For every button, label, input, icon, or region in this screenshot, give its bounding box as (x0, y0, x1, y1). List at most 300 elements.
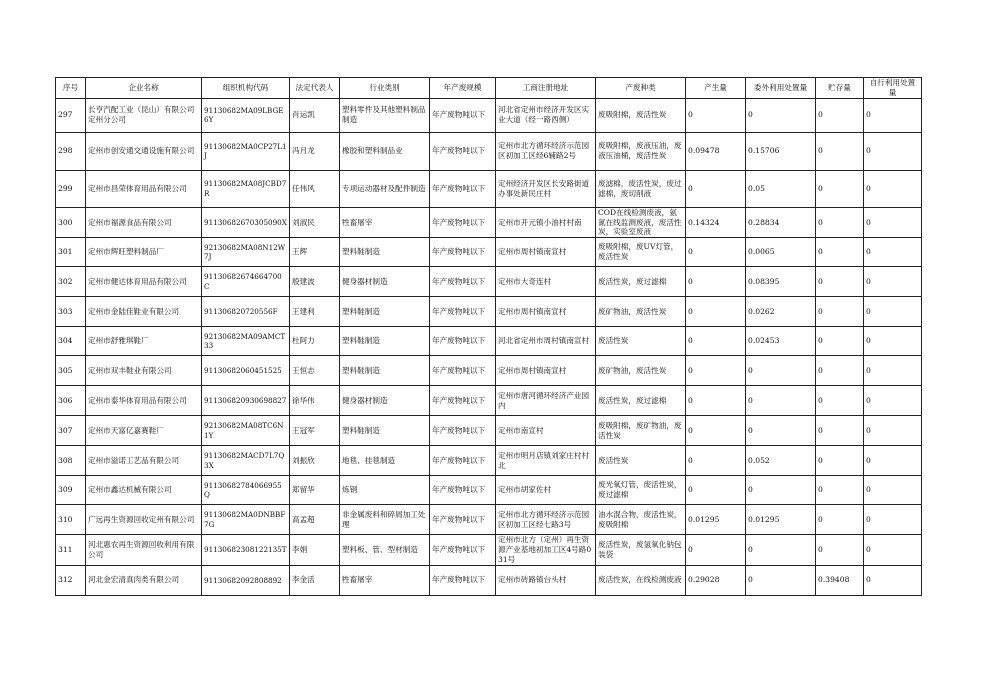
industry-cell (340, 416, 430, 446)
scale-cell-text: 年产废物吨以下 (432, 306, 486, 316)
serial-cell-text: 302 (58, 276, 73, 286)
waste-types-cell-text: 废活性炭，废氢氧化钠包装袋 (598, 540, 682, 560)
org-code-cell-text: 91130682MA08JCBD7R (204, 179, 287, 198)
outsourced-cell-text: 0 (748, 545, 753, 555)
waste-types-cell-text: 废吸附棉，废UV灯管，废活性炭 (598, 242, 679, 262)
stored-cell (816, 505, 864, 535)
produced-cell-text: 0 (688, 276, 693, 286)
legal-rep-cell (290, 386, 340, 416)
outsourced-cell (746, 170, 816, 207)
org-code-cell (202, 476, 290, 505)
self-disposed-cell (864, 327, 922, 356)
stored-cell (816, 238, 864, 267)
produced-cell (686, 327, 746, 356)
company-name-cell-text: 定州市溢诺工艺品有限公司 (88, 455, 180, 465)
scale-cell (430, 238, 496, 267)
waste-types-cell-text: 废光氧灯管，废活性炭，废过滤棉 (598, 480, 682, 500)
produced-cell (686, 386, 746, 416)
waste-types-cell-text: 废活性炭 (598, 455, 629, 465)
industry-cell-text: 塑料零件及其他塑料制品制造 (342, 105, 426, 125)
outsourced-cell-text: 0.0065 (748, 247, 775, 257)
legal-rep-cell-text: 冯月龙 (292, 146, 315, 156)
legal-rep-cell (290, 356, 340, 386)
waste-types-cell-text: 油水混合物，废活性炭，废吸附棉 (598, 509, 682, 529)
produced-cell (686, 98, 746, 132)
scale-cell (430, 386, 496, 416)
address-cell-text: 定州市周村镇南宣村 (498, 247, 567, 257)
company-name-cell (86, 267, 202, 297)
scale-cell (430, 267, 496, 297)
self-disposed-cell-text: 0 (866, 110, 871, 120)
legal-rep-cell-text: 郑留华 (292, 485, 315, 495)
serial-cell (56, 565, 86, 595)
industry-cell (340, 565, 430, 595)
serial-cell-text: 298 (58, 146, 73, 156)
col-stored-header: 贮存量 (816, 78, 864, 99)
org-code-cell-text: 91130682MA0DNBBF7G (204, 510, 286, 529)
scale-cell (430, 207, 496, 238)
table-row (56, 505, 922, 535)
serial-cell-text: 305 (58, 365, 73, 375)
stored-cell (816, 297, 864, 327)
address-cell (496, 297, 596, 327)
table-row (56, 327, 922, 356)
outsourced-cell-text: 0 (748, 110, 753, 120)
org-code-cell-text: 911306820720556F (204, 307, 278, 317)
org-code-cell-text: 91130682308122135T (204, 545, 287, 555)
stored-cell (816, 386, 864, 416)
waste-types-cell (596, 476, 686, 505)
industry-cell-text: 塑料鞋制造 (342, 247, 380, 257)
org-code-cell (202, 327, 290, 356)
produced-cell-text: 0 (688, 306, 693, 316)
self-disposed-cell-text: 0 (866, 395, 871, 405)
produced-cell (686, 565, 746, 595)
stored-cell (816, 476, 864, 505)
col-industry-header: 行业类别 (340, 78, 430, 99)
industry-cell-text: 专项运动器材及配件制造 (342, 183, 426, 193)
waste-types-cell (596, 267, 686, 297)
outsourced-cell-text: 0.28834 (748, 217, 780, 227)
org-code-cell-text: 91130682MACD7L7Q3X (204, 451, 285, 470)
scale-cell-text: 年产废物吨以下 (432, 276, 486, 286)
stored-cell-text: 0 (818, 485, 823, 495)
legal-rep-cell-text: 杜阿力 (292, 336, 315, 346)
industry-cell-text: 塑料板、管、型材制造 (342, 545, 418, 555)
org-code-cell (202, 416, 290, 446)
org-code-cell-text: 92130682MA08TC6N1Y (204, 421, 284, 440)
produced-cell (686, 505, 746, 535)
produced-cell (686, 267, 746, 297)
stored-cell (816, 132, 864, 170)
produced-cell-text: 0.09478 (688, 146, 720, 156)
serial-cell (56, 132, 86, 170)
self-disposed-cell-text: 0 (866, 425, 871, 435)
industry-cell-text: 塑料鞋制造 (342, 365, 380, 375)
serial-cell (56, 476, 86, 505)
address-cell-text: 定州市周村镇南宣村 (498, 306, 567, 316)
serial-cell-text: 299 (58, 183, 73, 193)
address-cell-text: 定州市周村镇南宣村 (498, 365, 567, 375)
industry-cell-text: 塑料鞋制造 (342, 425, 380, 435)
outsourced-cell (746, 505, 816, 535)
industry-cell (340, 386, 430, 416)
serial-cell (56, 98, 86, 132)
industry-cell (340, 327, 430, 356)
address-cell-text: 定州市大奇连村 (498, 276, 552, 286)
industry-cell-text: 地毯、挂毯制造 (342, 455, 396, 465)
produced-cell (686, 446, 746, 476)
stored-cell-text: 0 (818, 217, 823, 227)
org-code-cell (202, 535, 290, 566)
org-code-cell-text: 91130682060451525 (204, 366, 282, 376)
org-code-cell-text: 91130682670305090X (204, 217, 287, 227)
waste-types-cell (596, 132, 686, 170)
col-self-disposed-header: 自行利用处置量 (864, 78, 922, 99)
industry-cell (340, 476, 430, 505)
table-header (56, 78, 922, 99)
serial-cell-text: 297 (58, 110, 73, 120)
industry-cell (340, 238, 430, 267)
produced-cell-text: 0 (688, 485, 693, 495)
outsourced-cell (746, 327, 816, 356)
waste-types-cell (596, 446, 686, 476)
legal-rep-cell (290, 505, 340, 535)
legal-rep-cell (290, 535, 340, 566)
address-cell (496, 132, 596, 170)
company-name-cell (86, 476, 202, 505)
org-code-cell (202, 446, 290, 476)
org-code-cell (202, 356, 290, 386)
industry-cell-text: 炼钢 (342, 485, 358, 495)
company-name-cell (86, 386, 202, 416)
produced-cell-text: 0 (688, 336, 693, 346)
org-code-cell-text: 92130682MA08N12W7J (204, 242, 286, 262)
serial-cell-text: 310 (58, 514, 73, 524)
org-code-cell (202, 386, 290, 416)
legal-rep-cell-text: 王辉 (292, 247, 308, 257)
self-disposed-cell-text: 0 (866, 485, 871, 495)
scale-cell-text: 年产废物吨以下 (432, 514, 486, 524)
company-name-cell (86, 327, 202, 356)
industry-cell (340, 505, 430, 535)
industry-cell-text: 健身器材制造 (342, 395, 388, 405)
company-name-cell-text: 定州市辉旺塑料制品厂 (88, 247, 164, 257)
waste-types-cell-text: COD在线检测废液，氨氮在线监测废液，废活性炭，实验室废液 (598, 207, 682, 237)
produced-cell-text: 0.01295 (688, 514, 720, 524)
table-row (56, 170, 922, 207)
produced-cell (686, 132, 746, 170)
serial-cell-text: 312 (58, 575, 73, 585)
self-disposed-cell (864, 386, 922, 416)
legal-rep-cell (290, 416, 340, 446)
outsourced-cell (746, 416, 816, 446)
legal-rep-cell (290, 238, 340, 267)
col-produced-header: 产生量 (686, 78, 746, 99)
address-cell (496, 356, 596, 386)
legal-rep-cell (290, 446, 340, 476)
waste-types-cell-text: 废活性炭，废过滤棉 (598, 395, 667, 405)
company-name-cell-text: 定州市双丰鞋业有限公司 (88, 365, 172, 375)
serial-cell (56, 170, 86, 207)
scale-cell-text: 年产废物吨以下 (432, 365, 486, 375)
self-disposed-cell-text: 0 (866, 365, 871, 375)
self-disposed-cell-text: 0 (866, 183, 871, 193)
outsourced-cell-text: 0 (748, 395, 753, 405)
legal-rep-cell-text: 王建利 (292, 306, 315, 316)
table-row (56, 207, 922, 238)
address-cell (496, 170, 596, 207)
waste-types-cell (596, 170, 686, 207)
self-disposed-cell-text: 0 (866, 306, 871, 316)
waste-types-cell (596, 505, 686, 535)
stored-cell-text: 0.39408 (818, 575, 850, 585)
company-name-cell (86, 132, 202, 170)
address-cell-text: 定州市南宣村 (498, 425, 544, 435)
org-code-cell (202, 267, 290, 297)
table-row (56, 132, 922, 170)
scale-cell (430, 565, 496, 595)
org-code-cell (202, 505, 290, 535)
waste-types-cell-text: 废矿物油，废活性炭 (598, 365, 667, 375)
stored-cell (816, 535, 864, 566)
outsourced-cell (746, 535, 816, 566)
org-code-cell-text: 92130682MA09AMCT33 (204, 331, 286, 351)
table-row (56, 297, 922, 327)
org-code-cell-text: 91130682674664700C (204, 272, 282, 291)
waste-types-cell (596, 327, 686, 356)
col-waste-types-header: 产废种类 (596, 78, 686, 99)
self-disposed-cell (864, 170, 922, 207)
outsourced-cell-text: 0.15706 (748, 146, 780, 156)
serial-cell (56, 386, 86, 416)
serial-cell-text: 307 (58, 425, 73, 435)
outsourced-cell (746, 267, 816, 297)
address-cell-text: 定州市胡家佐村 (498, 485, 552, 495)
self-disposed-cell (864, 476, 922, 505)
scale-cell (430, 170, 496, 207)
table-row (56, 416, 922, 446)
outsourced-cell-text: 0.0262 (748, 306, 775, 316)
produced-cell (686, 297, 746, 327)
serial-cell-text: 311 (58, 545, 73, 555)
produced-cell-text: 0 (688, 183, 693, 193)
waste-types-cell (596, 535, 686, 566)
legal-rep-cell-text: 任伟风 (292, 183, 315, 193)
address-cell (496, 446, 596, 476)
waste-types-cell-text: 废吸附棉，废矿物油，废活性炭 (598, 420, 682, 440)
produced-cell-text: 0 (688, 545, 693, 555)
company-name-cell-text: 定州市泰华体育用品有限公司 (88, 395, 187, 405)
scale-cell (430, 297, 496, 327)
outsourced-cell-text: 0 (748, 485, 753, 495)
address-cell (496, 416, 596, 446)
self-disposed-cell (864, 505, 922, 535)
self-disposed-cell-text: 0 (866, 217, 871, 227)
stored-cell-text: 0 (818, 276, 823, 286)
stored-cell-text: 0 (818, 395, 823, 405)
address-cell (496, 386, 596, 416)
legal-rep-cell (290, 170, 340, 207)
serial-cell (56, 297, 86, 327)
legal-rep-cell-text: 高孟超 (292, 514, 315, 524)
scale-cell-text: 年产废物吨以下 (432, 575, 486, 585)
company-name-cell (86, 565, 202, 595)
self-disposed-cell (864, 98, 922, 132)
address-cell-text: 定州市唐河循环经济产业园内 (498, 390, 590, 410)
scale-cell-text: 年产废物吨以下 (432, 455, 486, 465)
org-code-cell-text: 91130682MA0CP27L1J (204, 141, 287, 161)
stored-cell-text: 0 (818, 514, 823, 524)
stored-cell (816, 565, 864, 595)
company-name-cell (86, 535, 202, 566)
stored-cell (816, 416, 864, 446)
address-cell (496, 267, 596, 297)
industry-cell (340, 267, 430, 297)
produced-cell (686, 356, 746, 386)
stored-cell-text: 0 (818, 306, 823, 316)
serial-cell (56, 238, 86, 267)
outsourced-cell (746, 98, 816, 132)
waste-types-cell-text: 废吸附棉，废液压油，废液压油桶，废活性炭 (598, 141, 682, 161)
company-name-cell-text: 定州市昌荣体育用品有限公司 (88, 183, 187, 193)
company-name-cell (86, 356, 202, 386)
company-name-cell (86, 207, 202, 238)
self-disposed-cell-text: 0 (866, 575, 871, 585)
col-address-header: 工商注册地址 (496, 78, 596, 99)
company-name-cell-text: 定州市健达体育用品有限公司 (88, 276, 187, 286)
table-row (56, 238, 922, 267)
col-legal-rep-header: 法定代表人 (290, 78, 340, 99)
outsourced-cell (746, 132, 816, 170)
org-code-cell-text: 91130682092808892 (204, 575, 282, 585)
scale-cell-text: 年产废物吨以下 (432, 485, 486, 495)
outsourced-cell (746, 207, 816, 238)
outsourced-cell (746, 238, 816, 267)
produced-cell-text: 0 (688, 365, 693, 375)
serial-cell (56, 535, 86, 566)
table-row (56, 535, 922, 566)
self-disposed-cell-text: 0 (866, 336, 871, 346)
table-row (56, 98, 922, 132)
stored-cell-text: 0 (818, 455, 823, 465)
address-cell-text: 定州市开元镇小油村村南 (498, 217, 582, 227)
scale-cell-text: 年产废物吨以下 (432, 146, 486, 156)
waste-types-cell-text: 废矿物油，废活性炭 (598, 306, 667, 316)
serial-cell (56, 416, 86, 446)
scale-cell (430, 505, 496, 535)
scale-cell (430, 327, 496, 356)
produced-cell (686, 170, 746, 207)
stored-cell-text: 0 (818, 146, 823, 156)
legal-rep-cell (290, 207, 340, 238)
address-cell-text: 定州市北方循环经济示范园区初加工区经6辅路2号 (498, 141, 590, 161)
scale-cell-text: 年产废物吨以下 (432, 247, 486, 257)
waste-types-cell-text: 废吸附棉，废活性炭 (598, 110, 667, 120)
col-org-code-header: 组织机构代码 (202, 78, 290, 99)
table-row (56, 565, 922, 595)
produced-cell (686, 535, 746, 566)
company-name-cell-text: 定州市金陆佳鞋业有限公司 (88, 306, 180, 316)
legal-rep-cell (290, 327, 340, 356)
industry-cell-text: 橡胶和塑料制品业 (342, 146, 403, 156)
legal-rep-cell (290, 98, 340, 132)
serial-cell (56, 207, 86, 238)
produced-cell-text: 0.29028 (688, 575, 720, 585)
scale-cell-text: 年产废物吨以下 (432, 425, 486, 435)
company-name-cell (86, 238, 202, 267)
org-code-cell-text: 91130682784066955Q (204, 480, 282, 500)
stored-cell-text: 0 (818, 365, 823, 375)
company-name-cell-text: 长亨汽配工业（昆山）有限公司定州分公司 (88, 105, 195, 125)
address-cell-text: 定州市北方循环经济示范园区初加工区经七路3号 (498, 509, 590, 529)
waste-types-cell (596, 416, 686, 446)
address-cell (496, 535, 596, 566)
org-code-cell (202, 207, 290, 238)
waste-types-cell (596, 207, 686, 238)
stored-cell (816, 446, 864, 476)
address-cell (496, 207, 596, 238)
stored-cell (816, 170, 864, 207)
address-cell (496, 327, 596, 356)
stored-cell (816, 267, 864, 297)
serial-cell (56, 327, 86, 356)
legal-rep-cell-text: 刘振欣 (292, 455, 315, 465)
produced-cell (686, 476, 746, 505)
serial-cell (56, 446, 86, 476)
company-name-cell (86, 446, 202, 476)
serial-cell (56, 356, 86, 386)
col-outsourced-header: 委外利用处置量 (746, 78, 816, 99)
industry-cell-text: 牲畜屠宰 (342, 575, 373, 585)
serial-cell (56, 267, 86, 297)
serial-cell-text: 308 (58, 455, 73, 465)
outsourced-cell-text: 0 (748, 365, 753, 375)
stored-cell-text: 0 (818, 336, 823, 346)
scale-cell-text: 年产废物吨以下 (432, 395, 486, 405)
table-row (56, 446, 922, 476)
waste-enterprise-table (55, 77, 922, 596)
outsourced-cell (746, 297, 816, 327)
stored-cell (816, 327, 864, 356)
address-cell (496, 238, 596, 267)
stored-cell-text: 0 (818, 425, 823, 435)
serial-cell-text: 301 (58, 247, 73, 257)
self-disposed-cell-text: 0 (866, 455, 871, 465)
org-code-cell (202, 132, 290, 170)
scale-cell (430, 98, 496, 132)
address-cell (496, 98, 596, 132)
produced-cell-text: 0 (688, 110, 693, 120)
self-disposed-cell (864, 207, 922, 238)
scale-cell-text: 年产废物吨以下 (432, 336, 486, 346)
self-disposed-cell (864, 446, 922, 476)
legal-rep-cell-text: 刘淑民 (292, 217, 315, 227)
self-disposed-cell (864, 238, 922, 267)
scale-cell (430, 535, 496, 566)
produced-cell (686, 207, 746, 238)
industry-cell (340, 297, 430, 327)
waste-types-cell (596, 386, 686, 416)
stored-cell (816, 207, 864, 238)
company-name-cell (86, 170, 202, 207)
address-cell-text: 定州市砖路镇台头村 (498, 575, 567, 585)
serial-cell (56, 505, 86, 535)
stored-cell-text: 0 (818, 545, 823, 555)
address-cell (496, 476, 596, 505)
industry-cell-text: 塑料鞋制造 (342, 306, 380, 316)
scale-cell-text: 年产废物吨以下 (432, 217, 486, 227)
